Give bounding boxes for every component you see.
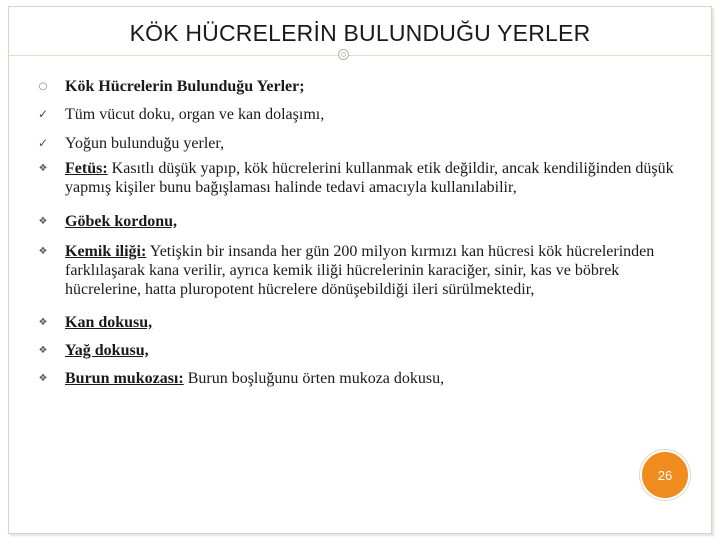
- title-divider: [8, 55, 712, 56]
- bullet-list: [36, 77, 676, 388]
- item-text: Yoğun bulunduğu yerler,: [65, 135, 225, 152]
- item-text: Yetişkin bir insanda her gün 200 milyon kırmızı kan hücresi kök hücrelerinden farklılaşarak kana verilir, ayrıca kemik iliği hücrelerinin karaciğer, sinir, kas ve böbrek hücrelerine, hatta pluropotent hücrelere dönüşebildiği ileri sürülmektedir,: [65, 243, 655, 298]
- diamond-icon: ❖: [38, 246, 48, 257]
- item-label: Kök Hücrelerin Bulunduğu Yerler;: [65, 78, 305, 95]
- item-text: Tüm vücut doku, organ ve kan dolaşımı,: [65, 106, 325, 123]
- list-item-umbilical-cord: [36, 212, 676, 231]
- check-icon: ✓: [37, 107, 49, 121]
- list-item-fetus: [36, 159, 676, 197]
- item-text: Kasıtlı düşük yapıp, kök hücrelerini kullanmak etik değildir, ancak kendiliğinden düşük yapmış kişiler bunu bağışlaması halinde tedavi amacıyla kullanılabilir,: [65, 160, 674, 196]
- item-label: Burun mukozası:: [65, 370, 184, 387]
- list-item-heading: [36, 77, 676, 96]
- circle-icon: ○: [38, 81, 48, 92]
- divider-circle-icon: [338, 49, 349, 60]
- item-label: Yağ dokusu,: [65, 342, 149, 359]
- list-item: [36, 134, 676, 153]
- item-label: Kan dokusu,: [65, 314, 153, 331]
- item-label: Fetüs:: [65, 160, 108, 177]
- page-number-badge: 26: [640, 450, 690, 500]
- diamond-icon: ❖: [38, 216, 48, 227]
- item-label: Kemik iliği:: [65, 243, 147, 260]
- item-text: Burun boşluğunu örten mukoza dokusu,: [183, 370, 445, 387]
- list-item-blood-tissue: [36, 313, 676, 332]
- list-item: [36, 105, 676, 124]
- item-label: Göbek kordonu,: [65, 213, 178, 230]
- diamond-icon: ❖: [38, 373, 48, 384]
- diamond-icon: ❖: [38, 345, 48, 356]
- list-item-bone-marrow: [36, 242, 676, 299]
- check-icon: ✓: [37, 136, 49, 150]
- list-item-adipose-tissue: [36, 341, 676, 360]
- diamond-icon: ❖: [38, 163, 48, 174]
- slide-title: KÖK HÜCRELERİN BULUNDUĞU YERLER: [129, 20, 591, 46]
- diamond-icon: ❖: [38, 317, 48, 328]
- list-item-nasal-mucosa: [36, 369, 676, 388]
